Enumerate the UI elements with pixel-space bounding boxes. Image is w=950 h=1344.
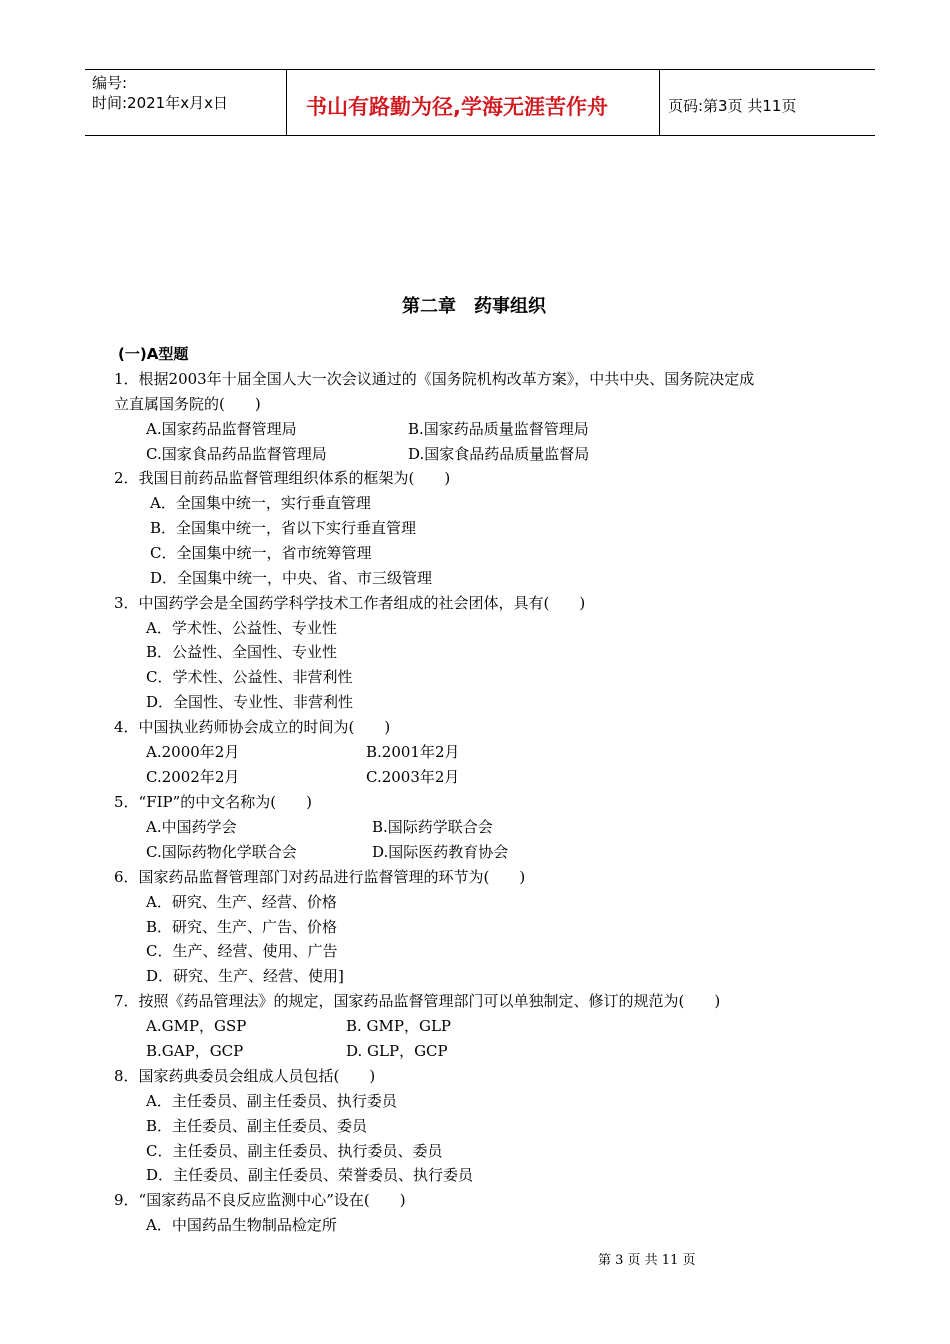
question-1-option-d: D.国家食品药品质量监督局 xyxy=(408,445,590,463)
question-1-option-c: C.国家食品药品监督管理局 xyxy=(146,445,327,463)
question-7-stem: 7．按照《药品管理法》的规定，国家药品监督管理部门可以单独制定、修订的规范为( ) xyxy=(114,992,721,1010)
question-3-stem: 3．中国药学会是全国药学科学技术工作者组成的社会团体，具有( ) xyxy=(114,594,586,612)
question-8-option-c: C．主任委员、副主任委员、执行委员、委员 xyxy=(146,1142,443,1160)
question-8-option-d: D．主任委员、副主任委员、荣誉委员、执行委员 xyxy=(146,1166,474,1184)
question-6-option-a: A．研究、生产、经营、价格 xyxy=(146,893,337,911)
question-7-option-b: B. GMP，GLP xyxy=(346,1017,452,1035)
question-2-option-a: A．全国集中统一，实行垂直管理 xyxy=(150,494,371,512)
header-time-label: 时间:2021年x月x日 xyxy=(92,94,228,112)
question-5-option-d: D.国际医药教育协会 xyxy=(372,843,509,861)
question-8-option-a: A．主任委员、副主任委员、执行委员 xyxy=(146,1092,397,1110)
header-divider-left xyxy=(286,69,287,136)
question-2-option-d: D．全国集中统一，中央、省、市三级管理 xyxy=(150,569,433,587)
question-9-stem: 9．“国家药品不良反应监测中心”设在( ) xyxy=(114,1191,406,1209)
question-1-stem-line-1: 1．根据2003年十届全国人大一次会议通过的《国务院机构改革方案》，中共中央、国务院决定成 xyxy=(114,370,755,388)
question-6-option-d: D．研究、生产、经营、使用] xyxy=(146,967,344,985)
header-divider-right xyxy=(659,69,660,136)
question-1-option-b: B.国家药品质量监督管理局 xyxy=(408,420,589,438)
question-8-stem: 8．国家药典委员会组成人员包括( ) xyxy=(114,1067,376,1085)
question-6-option-b: B．研究、生产、广告、价格 xyxy=(146,918,338,936)
question-7-option-a: A.GMP，GSP xyxy=(146,1017,247,1035)
question-3-option-c: C．学术性、公益性、非营利性 xyxy=(146,668,353,686)
question-7-option-d: D. GLP，GCP xyxy=(346,1042,448,1060)
question-1-stem-line-2: 立直属国务院的( ) xyxy=(114,395,261,413)
header-number-label: 编号: xyxy=(92,74,128,92)
question-6-option-c: C．生产、经营、使用、广告 xyxy=(146,942,338,960)
question-4-option-a: A.2000年2月 xyxy=(146,743,240,761)
header-bottom-rule xyxy=(85,135,875,136)
question-2-stem: 2．我国目前药品监督管理组织体系的框架为( ) xyxy=(114,469,451,487)
question-5-option-b: B.国际药学联合会 xyxy=(372,818,493,836)
question-5-option-c: C.国际药物化学联合会 xyxy=(146,843,297,861)
question-4-stem: 4．中国执业药师协会成立的时间为( ) xyxy=(114,718,391,736)
page-footer: 第 3 页 共 11 页 xyxy=(598,1253,696,1268)
question-4-option-c: C.2002年2月 xyxy=(146,768,240,786)
question-2-option-b: B．全国集中统一，省以下实行垂直管理 xyxy=(150,519,417,537)
question-4-option-b: B.2001年2月 xyxy=(366,743,460,761)
question-9-option-a: A．中国药品生物制品检定所 xyxy=(146,1216,337,1234)
section-label: (一)A型题 xyxy=(118,345,189,363)
question-8-option-b: B．主任委员、副主任委员、委员 xyxy=(146,1117,368,1135)
question-4-option-d: C.2003年2月 xyxy=(366,768,460,786)
question-3-option-d: D．全国性、专业性、非营利性 xyxy=(146,693,354,711)
question-6-stem: 6．国家药品监督管理部门对药品进行监督管理的环节为( ) xyxy=(114,868,526,886)
question-3-option-b: B．公益性、全国性、专业性 xyxy=(146,643,338,661)
question-3-option-a: A．学术性、公益性、专业性 xyxy=(146,619,337,637)
header-motto: 书山有路勤为径,学海无涯苦作舟 xyxy=(306,95,608,119)
question-5-option-a: A.中国药学会 xyxy=(146,818,237,836)
question-1-option-a: A.国家药品监督管理局 xyxy=(146,420,297,438)
header-page-label: 页码:第3页 共11页 xyxy=(668,97,797,115)
question-5-stem: 5．“FIP”的中文名称为( ) xyxy=(114,793,313,811)
header-top-rule xyxy=(85,69,875,70)
question-2-option-c: C．全国集中统一，省市统筹管理 xyxy=(150,544,372,562)
question-7-option-c: B.GAP，GCP xyxy=(146,1042,244,1060)
chapter-title: 第二章 药事组织 xyxy=(402,296,546,317)
